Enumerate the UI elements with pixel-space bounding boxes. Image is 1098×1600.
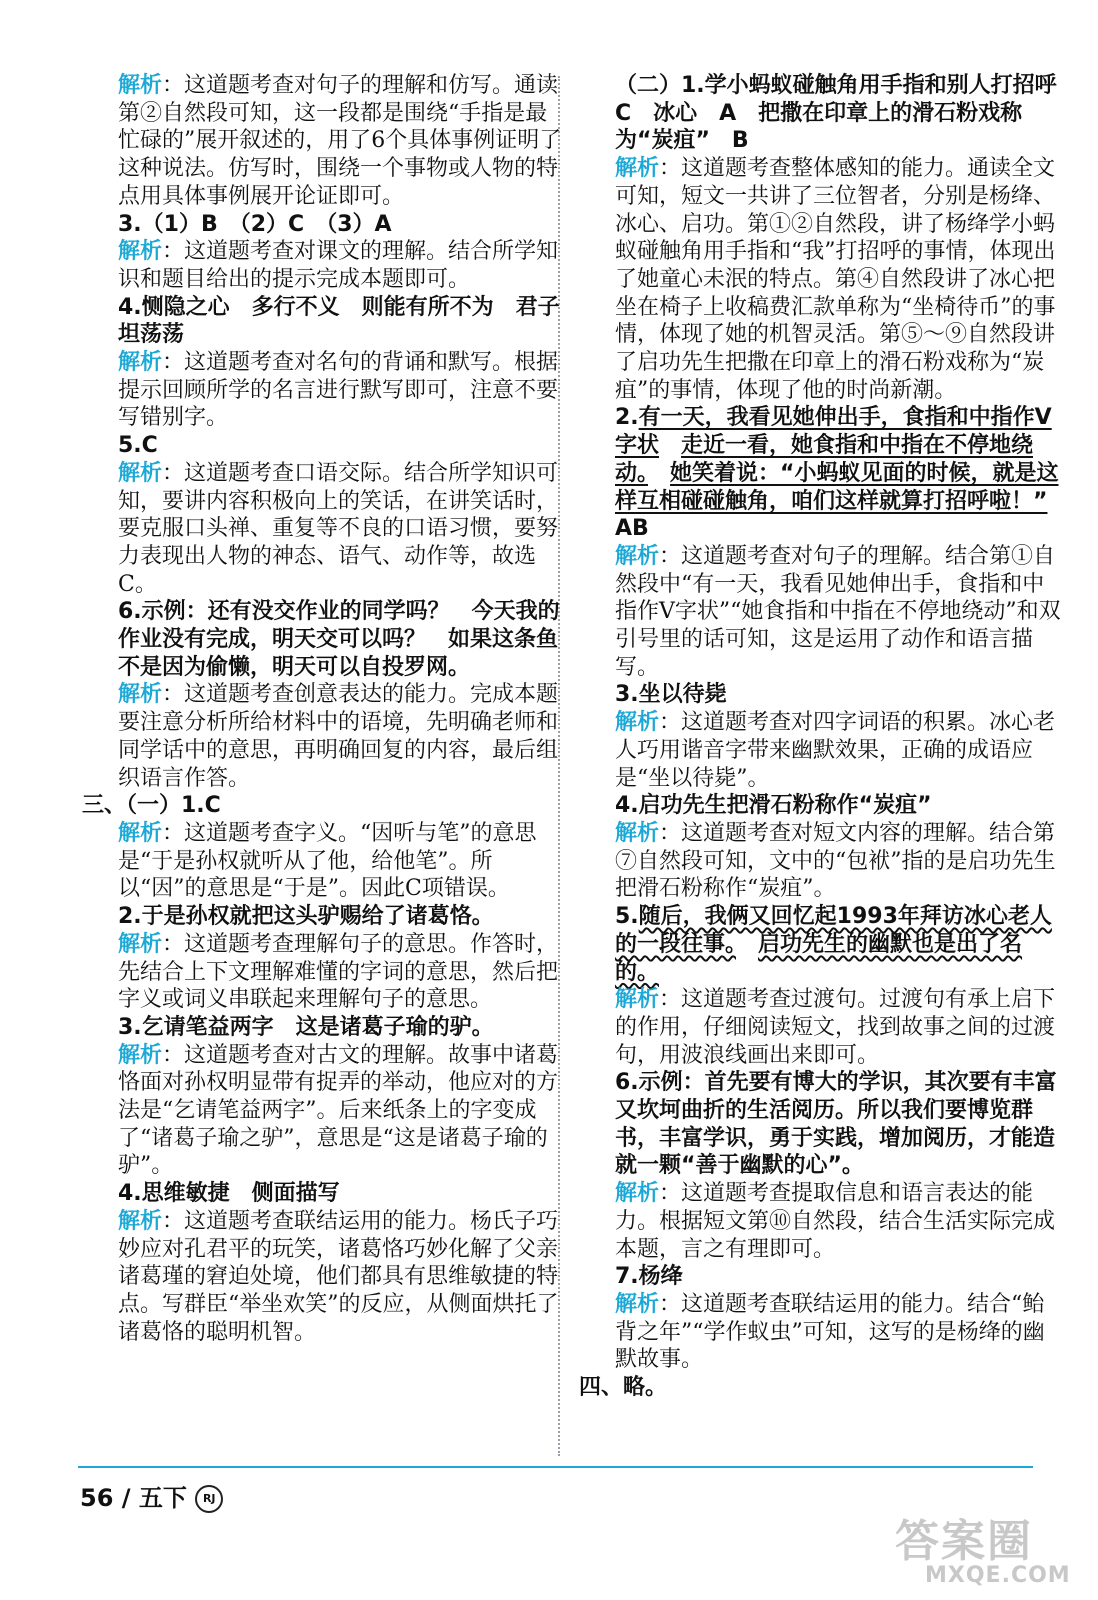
explanation-text: ：这道题考查口语交际。结合所学知识可知，要讲内容积极向上的笑话，在讲笑话时，要克服口头禅、重复等不良的口语习惯，要努力表现出人物的神态、语气、动作等，故选C。	[118, 460, 559, 597]
answer: 3.（1）B （2）C （3）A	[118, 211, 392, 237]
explanation-label: 解析	[118, 460, 163, 486]
footer-divider	[78, 1466, 1033, 1468]
question-number: 5.	[615, 904, 639, 930]
answer: 6.示例：首先要有博大的学识，其次要有丰富又坎坷曲折的生活阅历。所以我们要博览群书，丰富学识，勇于实践，增加阅历，才能造就一颗“善于幽默的心”。	[615, 1070, 1057, 1179]
explanation	[118, 72, 568, 211]
answer: （二）1.学小蚂蚁碰触角用手指和别人打招呼 C 冰心 A 把撒在印章上的滑石粉戏称为“炭疽” B	[615, 73, 1079, 154]
explanation-label: 解析	[615, 1181, 660, 1207]
answer: 2.于是孙权就把这头驴赐给了诸葛恪。	[118, 904, 494, 930]
answer: 7.杨绛	[615, 1264, 683, 1290]
answer: 4.启功先生把滑石粉称作“炭疽”	[615, 793, 932, 819]
wavy-underlined-sentence: 启功先生的幽默也是出了名的。	[615, 931, 1023, 985]
explanation-text: ：这道题考查理解句子的意思。作答时，先结合上下文理解难懂的字词的意思，然后把字义或词义串联起来理解句子的意思。	[118, 931, 559, 1013]
underlined-sentence: 走近一看，她食指和中指在不停地绕动。	[615, 433, 1034, 486]
explanation-text: ：这道题考查对古文的理解。故事中诸葛恪面对孙权明显带有捉弄的举动，他应对的方法是“乞请笔益两字”。后来纸条上的字变成了“诸葛子瑜之驴”，意思是“这是诸葛子瑜的驴”。	[118, 1042, 559, 1179]
underlined-sentence: 有一天，我看见她伸出手，食指和中指作V字状	[615, 405, 1052, 459]
explanation-text: ：这道题考查对句子的理解和仿写。通读第②自然段可知，这一段都是围绕“手指是最忙碌的”展开叙述的，用了6个具体事例证明了这种说法。仿写时，围绕一个事物或人物的特点用具体事例展开论证即可。	[118, 73, 562, 209]
section-four-heading: 四、略。	[579, 1375, 668, 1401]
explanation-text: ：这道题考查联结运用的能力。杨氏子巧妙应对孔君平的玩笑，诸葛恪巧妙化解了父亲诸葛瑾的窘迫处境，他们都具有思维敏捷的特点。写群臣“举坐欢笑”的反应，从侧面烘托了诸葛恪的聪明机智。	[118, 1208, 559, 1345]
explanation-label: 解析	[118, 350, 163, 376]
explanation	[118, 931, 568, 1014]
explanation-text: ：这道题考查创意表达的能力。完成本题要注意分析所给材料中的语境，先明确老师和同学话中的意思，再明确回复的内容，最后组织语言作答。	[118, 682, 559, 791]
explanation	[615, 1291, 1065, 1374]
explanation-label: 解析	[118, 1208, 163, 1234]
explanation-text: ：这道题考查对名句的背诵和默写。根据提示回顾所学的名言进行默写即可，注意不要写错别字。	[118, 350, 559, 431]
page-number: 56	[80, 1484, 114, 1512]
explanation	[615, 1180, 1065, 1263]
explanation-label: 解析	[615, 1291, 660, 1317]
explanation	[615, 820, 1065, 903]
section-three-heading: 三、（一）1.C	[82, 793, 221, 819]
explanation-label: 解析	[118, 239, 163, 265]
footer-slash: /	[121, 1484, 131, 1512]
explanation-text: ：这道题考查过渡句。过渡句有承上启下的作用，仔细阅读短文，找到故事之间的过渡句，用波浪线画出来即可。	[615, 987, 1056, 1068]
grade-label: 五下	[138, 1484, 187, 1512]
left-column	[82, 72, 568, 1346]
explanation	[615, 986, 1065, 1069]
underlined-sentence: 她笑着说：“小蚂蚁见面的时候，就是这样互相碰碰触角，咱们这样就算打招呼啦！”	[615, 460, 1059, 514]
explanation	[118, 1208, 568, 1347]
question-number: 2.	[615, 405, 639, 431]
answer: 6.示例：还有没交作业的同学吗？ 今天我的作业没有完成，明天交可以吗？ 如果这条鱼不是因为偷懒，明天可以自投罗网。	[118, 599, 560, 680]
right-column	[579, 72, 1079, 1402]
answer	[615, 903, 1065, 986]
explanation	[615, 709, 1065, 792]
explanation	[118, 681, 568, 792]
explanation-label: 解析	[615, 156, 660, 182]
explanation	[118, 1042, 568, 1181]
explanation-label: 解析	[615, 543, 660, 569]
explanation	[118, 460, 568, 599]
explanation-label: 解析	[615, 710, 660, 736]
answer-choice: AB	[615, 516, 649, 542]
watermark-logo: 答案圈	[895, 1516, 1033, 1567]
answer: 4.恻隐之心 多行不义 则能有所不为 君子坦荡荡	[118, 294, 560, 348]
explanation	[615, 155, 1065, 404]
watermark	[895, 1505, 1071, 1588]
explanation	[615, 543, 1065, 682]
edition-badge: RJ	[195, 1485, 223, 1513]
explanation-text: ：这道题考查提取信息和语言表达的能力。根据短文第⑩自然段，结合生活实际完成本题，言之有理即可。	[615, 1181, 1056, 1262]
explanation-label: 解析	[118, 1042, 163, 1068]
page-footer	[80, 1478, 223, 1513]
explanation-text: ：这道题考查对句子的理解。结合第①自然段中“有一天，我看见她伸出手，食指和中指作V字状”“她食指和中指在不停地绕动”和双引号里的话可知，这是运用了动作和语言描写。	[615, 543, 1061, 680]
answer	[615, 404, 1065, 543]
explanation-text: ：这道题考查字义。“因听与笔”的意思是“于是孙权就听从了他，给他笔”。所以“因”的意思是“于是”。因此C项错误。	[118, 820, 537, 902]
explanation	[118, 820, 568, 903]
explanation-label: 解析	[118, 931, 163, 957]
explanation-label: 解析	[118, 682, 163, 708]
explanation-text: ：这道题考查对短文内容的理解。结合第⑦自然段可知，文中的“包袱”指的是启功先生把滑石粉称作“炭疽”。	[615, 820, 1056, 902]
explanation-label: 解析	[118, 820, 163, 846]
explanation-text: ：这道题考查联结运用的能力。结合“鲐背之年”“学作蚁虫”可知，这写的是杨绛的幽默故事。	[615, 1291, 1045, 1373]
explanation	[118, 349, 568, 432]
explanation-text: ：这道题考查整体感知的能力。通读全文可知，短文一共讲了三位智者，分别是杨绛、冰心、启功。第①②自然段，讲了杨绛学小蚂蚁碰触角用手指和“我”打招呼的事情，体现出了她童心未泯的特点。第④自然段讲了冰心把坐在椅子上收稿费汇款单称为“坐椅待币”的事情，体现了她的机智灵活。第⑤～⑨自然段讲了启功先生把撒在印章上的滑石粉戏称为“炭疽”的事情，体现了他的时尚新潮。	[615, 156, 1056, 403]
answer: 4.思维敏捷 侧面描写	[118, 1181, 340, 1207]
answer: 3.坐以待毙	[615, 682, 727, 708]
explanation-text: ：这道题考查对课文的理解。结合所学知识和题目给出的提示完成本题即可。	[118, 239, 559, 292]
explanation-label: 解析	[615, 987, 660, 1013]
wavy-underlined-sentence: 随后，我俩又回忆起1993年拜访冰心老人的一段往事。	[615, 904, 1052, 957]
explanation-label: 解析	[615, 820, 660, 846]
answer: 5.C	[118, 433, 158, 459]
explanation	[118, 238, 568, 293]
explanation-text: ：这道题考查对四字词语的积累。冰心老人巧用谐音字带来幽默效果，正确的成语应是“坐以待毙”。	[615, 710, 1056, 791]
answer: 3.乞请笔益两字 这是诸葛子瑜的驴。	[118, 1014, 494, 1040]
explanation-label: 解析	[118, 73, 163, 98]
watermark-site: MXQE.COM	[925, 1563, 1071, 1588]
